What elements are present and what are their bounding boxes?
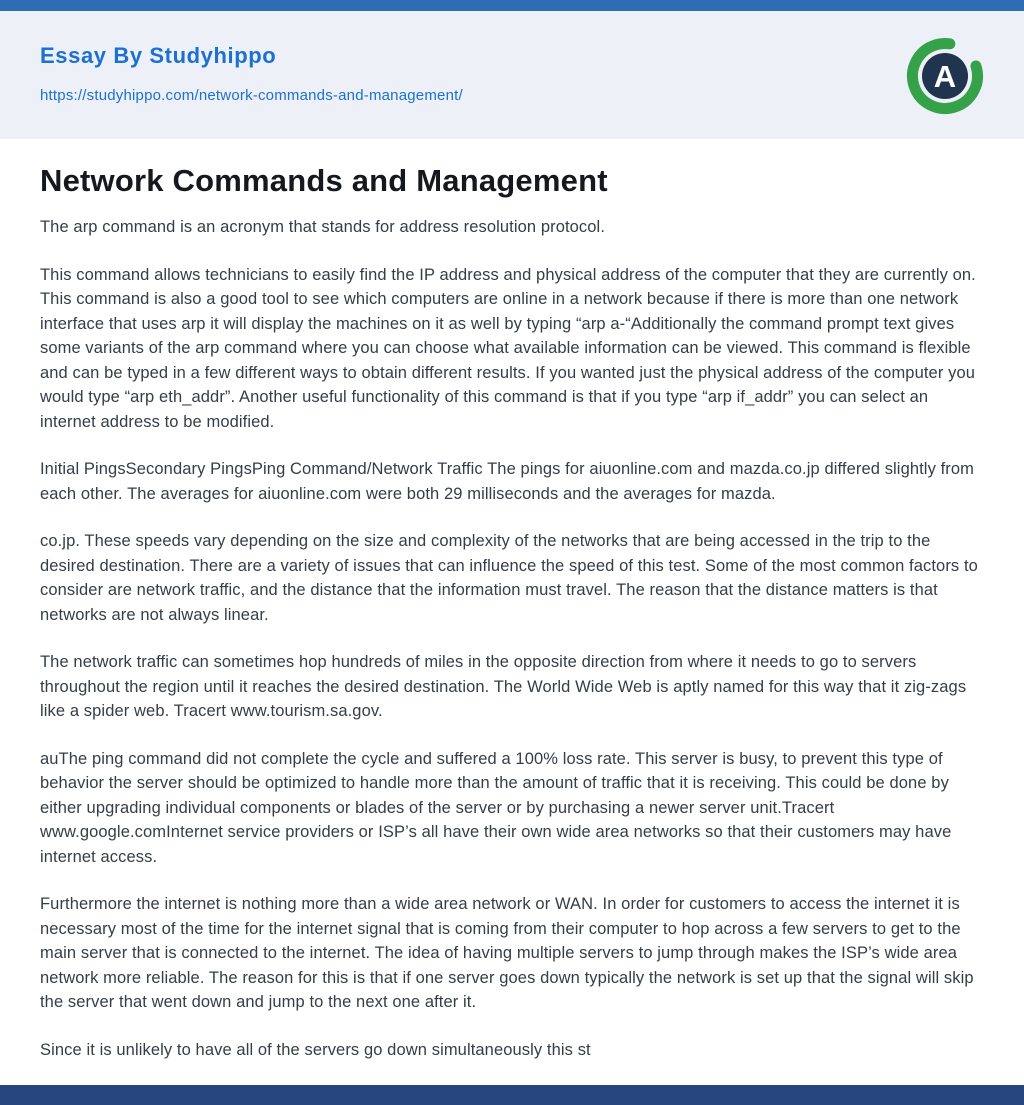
page-title: Network Commands and Management bbox=[40, 163, 608, 198]
brand-title: Essay By Studyhippo bbox=[40, 43, 277, 68]
page-header bbox=[0, 11, 1024, 139]
top-accent-bar bbox=[0, 0, 1024, 11]
paragraph: The network traffic can sometimes hop hundreds of miles in the opposite direction from where it needs to go to servers throughout the region until it reaches the desired destination. The World Wide Web is aptly named for this way that it zig-zags like a spider web. Tracert www.tourism.sa.gov. bbox=[40, 653, 967, 720]
source-url-link[interactable]: https://studyhippo.com/network-commands-and-management/ bbox=[40, 87, 463, 104]
document-body bbox=[0, 139, 1024, 1085]
paragraph: co.jp. These speeds vary depending on the size and complexity of the networks that are being accessed in the trip to the desired destination. There are a variety of issues that can influence the speed of this test. Some of the most common factors to consider are network traffic, and the distance that the information must travel. The reason that the distance matters is that networks are not always linear. bbox=[40, 532, 978, 624]
logo-svg bbox=[906, 37, 984, 115]
paragraph: Furthermore the internet is nothing more than a wide area network or WAN. In order for customers to access the internet it is necessary most of the time for the internet signal that is coming from their computer to hop across a few servers to get to the main server that is connected to the internet. The idea of having multiple servers to jump through makes the ISP’s wide area network more reliable. The reason for this is that if one server goes down typically the network is set up that the signal will skip the server that went down and jump to the next one after it. bbox=[40, 895, 974, 1011]
paragraph: The arp command is an acronym that stands for address resolution protocol. bbox=[40, 218, 606, 236]
header-text-block bbox=[40, 37, 463, 104]
paragraph: Initial PingsSecondary PingsPing Command/Network Traffic The pings for aiuonline.com and mazda.co.jp differed slightly from each other. The averages for aiuonline.com were both 29 milliseconds and the averages for mazda. bbox=[40, 460, 975, 503]
studyhippo-logo-icon bbox=[906, 37, 984, 115]
paragraph: Since it is unlikely to have all of the servers go down simultaneously this st bbox=[40, 1040, 591, 1059]
paragraph: This command allows technicians to easily find the IP address and physical address of the computer that they are currently on. This command is also a good tool to see which computers are online in a network because if there is more than one network interface that uses arp it will display the machines on it as well by typing “arp a-“Additionally the command prompt text gives some variants of the arp command where you can choose what available information can be viewed. This command is flexible and can be typed in a few different ways to obtain different results. If you wanted just the physical address of the computer you would type “arp eth_addr”. Another useful functionality of this command is that if you type “arp if_addr” you can select an internet address to be modified. bbox=[40, 265, 976, 431]
logo-letter: A bbox=[933, 59, 957, 94]
bottom-accent-bar bbox=[0, 1085, 1024, 1105]
paragraph: auThe ping command did not complete the cycle and suffered a 100% loss rate. This server is busy, to prevent this type of behavior the server should be optimized to handle more than the amount of traffic that it is receiving. This could be done by either upgrading individual components or blades of the server or by purchasing a newer server unit.Tracert www.google.comInternet service providers or ISP’s all have their own wide area networks so that their customers may have internet access. bbox=[40, 749, 952, 866]
